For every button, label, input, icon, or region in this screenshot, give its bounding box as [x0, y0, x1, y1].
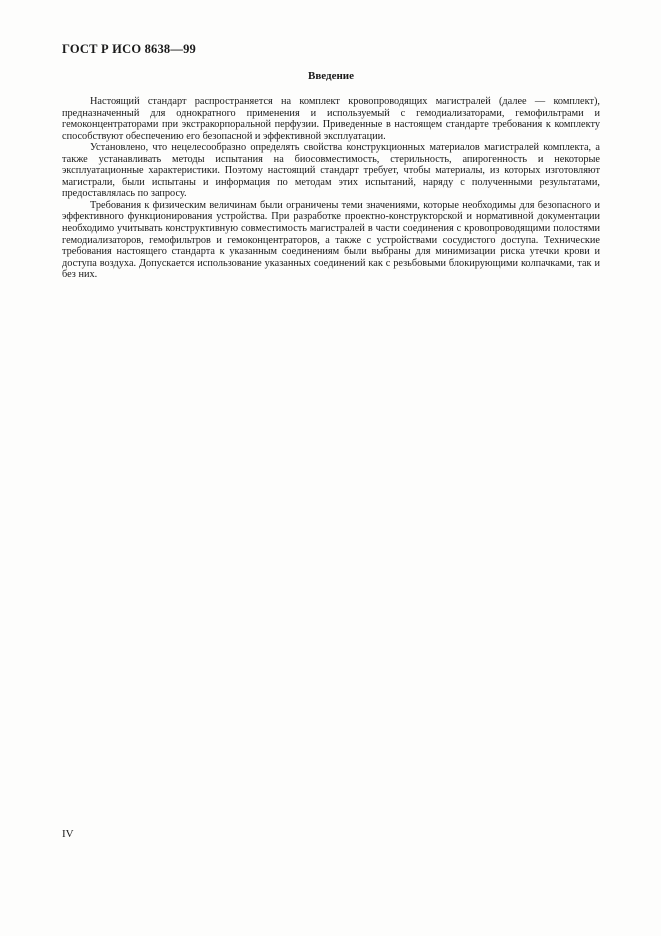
section-title: Введение [307, 70, 355, 82]
page-number: IV [62, 828, 74, 840]
paragraph-scope: Настоящий стандарт распространяется на комплект кровопроводящих магистралей (далее — комплект), предназначенный для однократного применения и используемый с гемодиализаторами, гемофильтрами и гемоконцентраторами при экстракорпоральной перфузии. Приведенные в настоящем стандарте требования к комплекту способствуют обеспечению его безопасной и эффективной эксплуатации. [62, 96, 600, 142]
introduction-body [62, 96, 600, 281]
paragraph-requirements: Требования к физическим величинам были ограничены теми значениями, которые необходимы для безопасного и эффективного функционирования устройства. При разработке проектно-конструкторской и нормативной документации необходимо учитывать конструктивную совместимость магистралей в части соединения с кровопроводящими полостями гемодиализаторов, гемофильтров и гемоконцентраторов, а также с устройствами сосудистого доступа. Технические требования настоящего стандарта к указанным соединениям были выбраны для минимизации риска утечки крови и доступа воздуха. Допускается использование указанных соединений как с резьбовыми блокирующими колпачками, так и без них. [62, 199, 600, 281]
standard-designation-header: ГОСТ Р ИСО 8638—99 [62, 42, 196, 56]
paragraph-materials: Установлено, что нецелесообразно определять свойства конструкционных материалов магистралей комплекта, а также устанавливать методы испытания на биосовместимость, стерильность, апирогенность и некоторые эксплуатационные характеристики. Поэтому настоящий стандарт требует, чтобы материалы, из которых изготовляют магистрали, были испытаны и информация по методам этих испытаний, наряду с полученными результатами, предоставлялась по запросу. [62, 142, 600, 200]
